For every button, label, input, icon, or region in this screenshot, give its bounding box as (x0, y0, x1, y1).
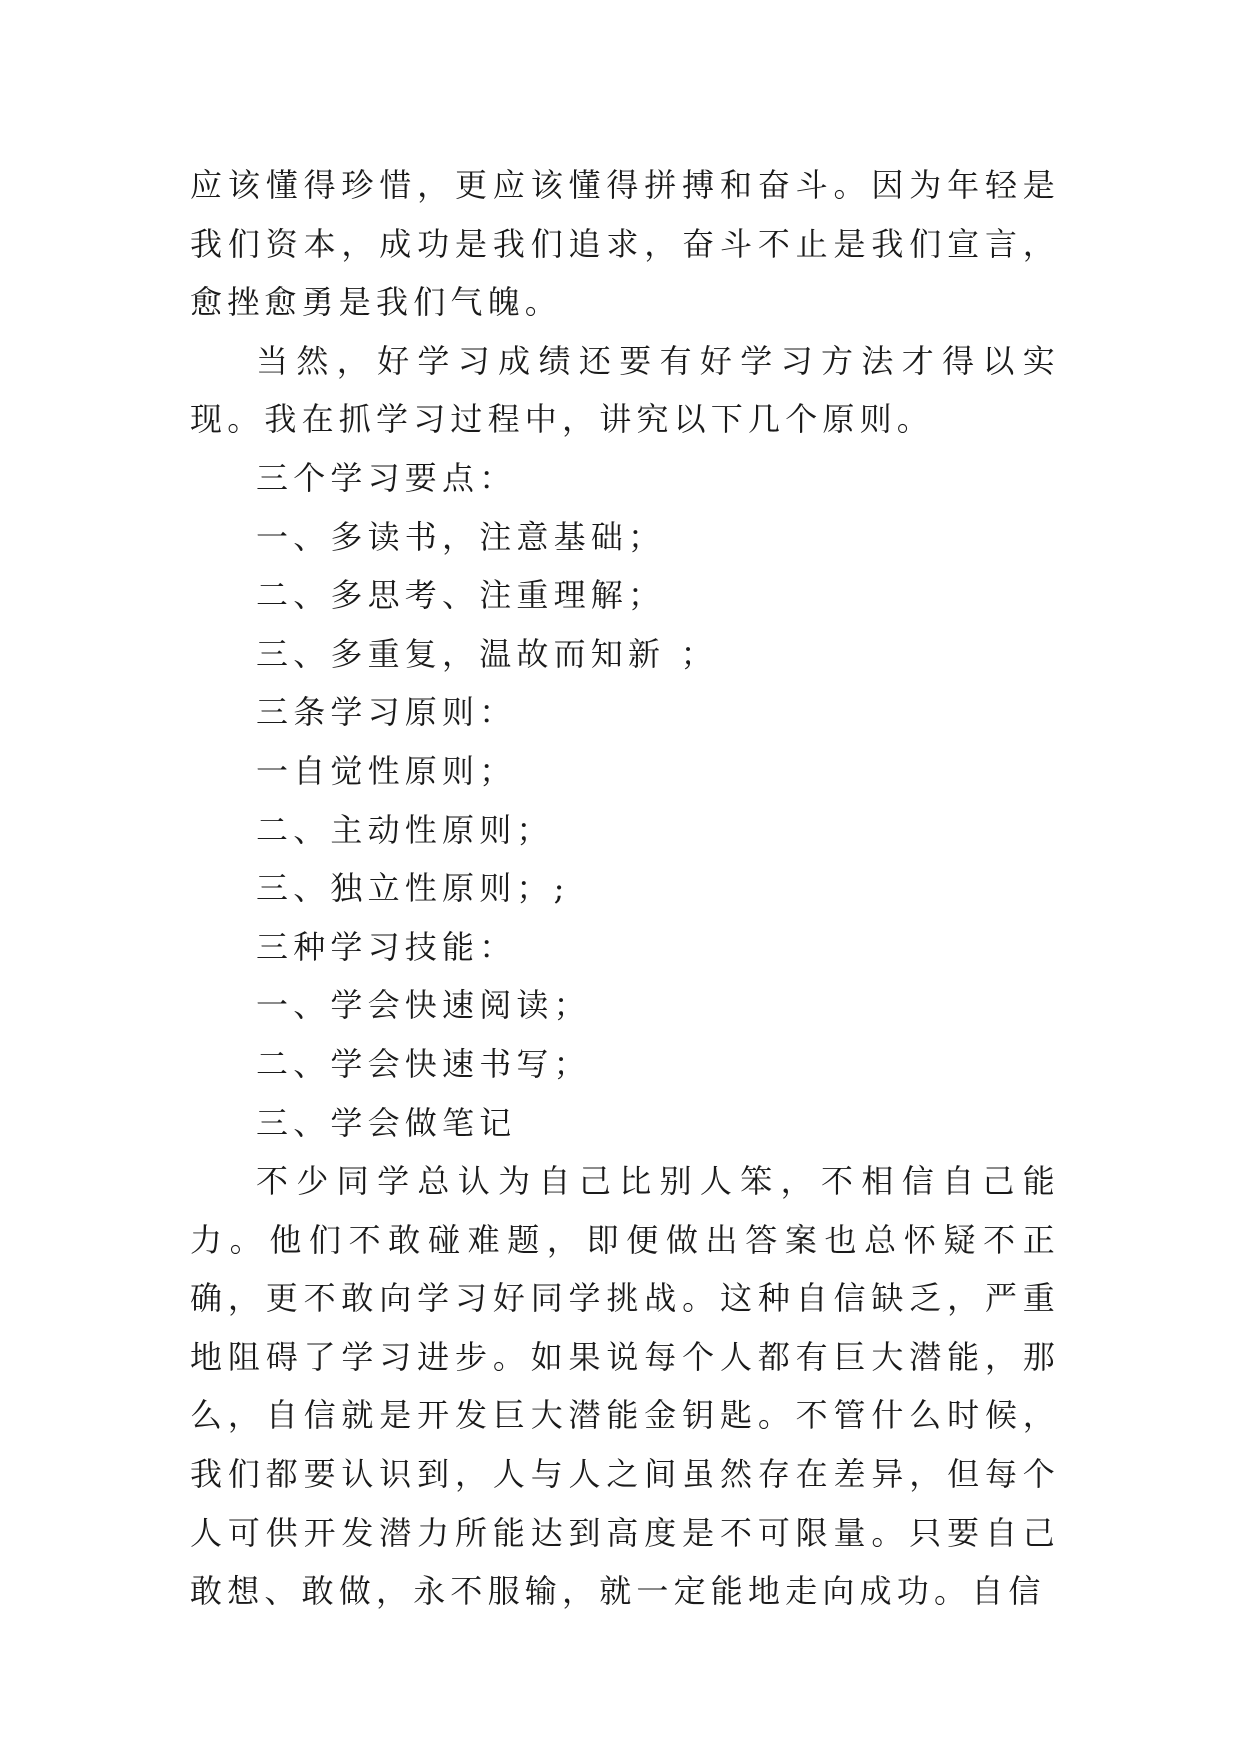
paragraph-confidence: 不少同学总认为自己比别人笨，不相信自己能力。他们不敢碰难题，即便做出答案也总怀疑不正确，更不敢向学习好同学挑战。这种自信缺乏，严重地阻碍了学习进步。如果说每个人都有巨大潜能，那么，自信就是开发巨大潜能金钥匙。不管什么时候，我们都要认识到，人与人之间虽然存在差异，但每个人可供开发潜力所能达到高度是不可限量。只要自己敢想、敢做，永不服输，就一定能地走向成功。自信 (190, 1162, 1060, 1611)
list-item: 一、多读书，注意基础； (256, 517, 666, 556)
list-item: 二、学会快速书写； (256, 1044, 591, 1083)
section-heading-study-points: 三个学习要点： (256, 458, 517, 497)
paragraph-continuation: 应该懂得珍惜，更应该懂得拼搏和奋斗。因为年轻是我们资本，成功是我们追求，奋斗不止是我们宣言，愈挫愈勇是我们气魄。 (190, 166, 1060, 322)
list-item: 三、学会做笔记 (256, 1103, 517, 1142)
list-item: 三、独立性原则；; (256, 869, 570, 908)
section-heading-study-skills: 三种学习技能： (256, 927, 517, 966)
list-item: 二、多思考、注重理解； (256, 576, 666, 615)
list-item: 三、多重复，温故而知新 ； (256, 634, 718, 673)
list-item: 二、主动性原则； (256, 810, 554, 849)
list-item: 一、学会快速阅读； (256, 986, 591, 1025)
list-item: 一自觉性原则； (256, 751, 517, 790)
section-heading-study-principles: 三条学习原则： (256, 693, 517, 732)
paragraph-study-methods: 当然，好学习成绩还要有好学习方法才得以实现。我在抓学习过程中，讲究以下几个原则。 (190, 341, 1060, 439)
document-body (190, 156, 1060, 1621)
